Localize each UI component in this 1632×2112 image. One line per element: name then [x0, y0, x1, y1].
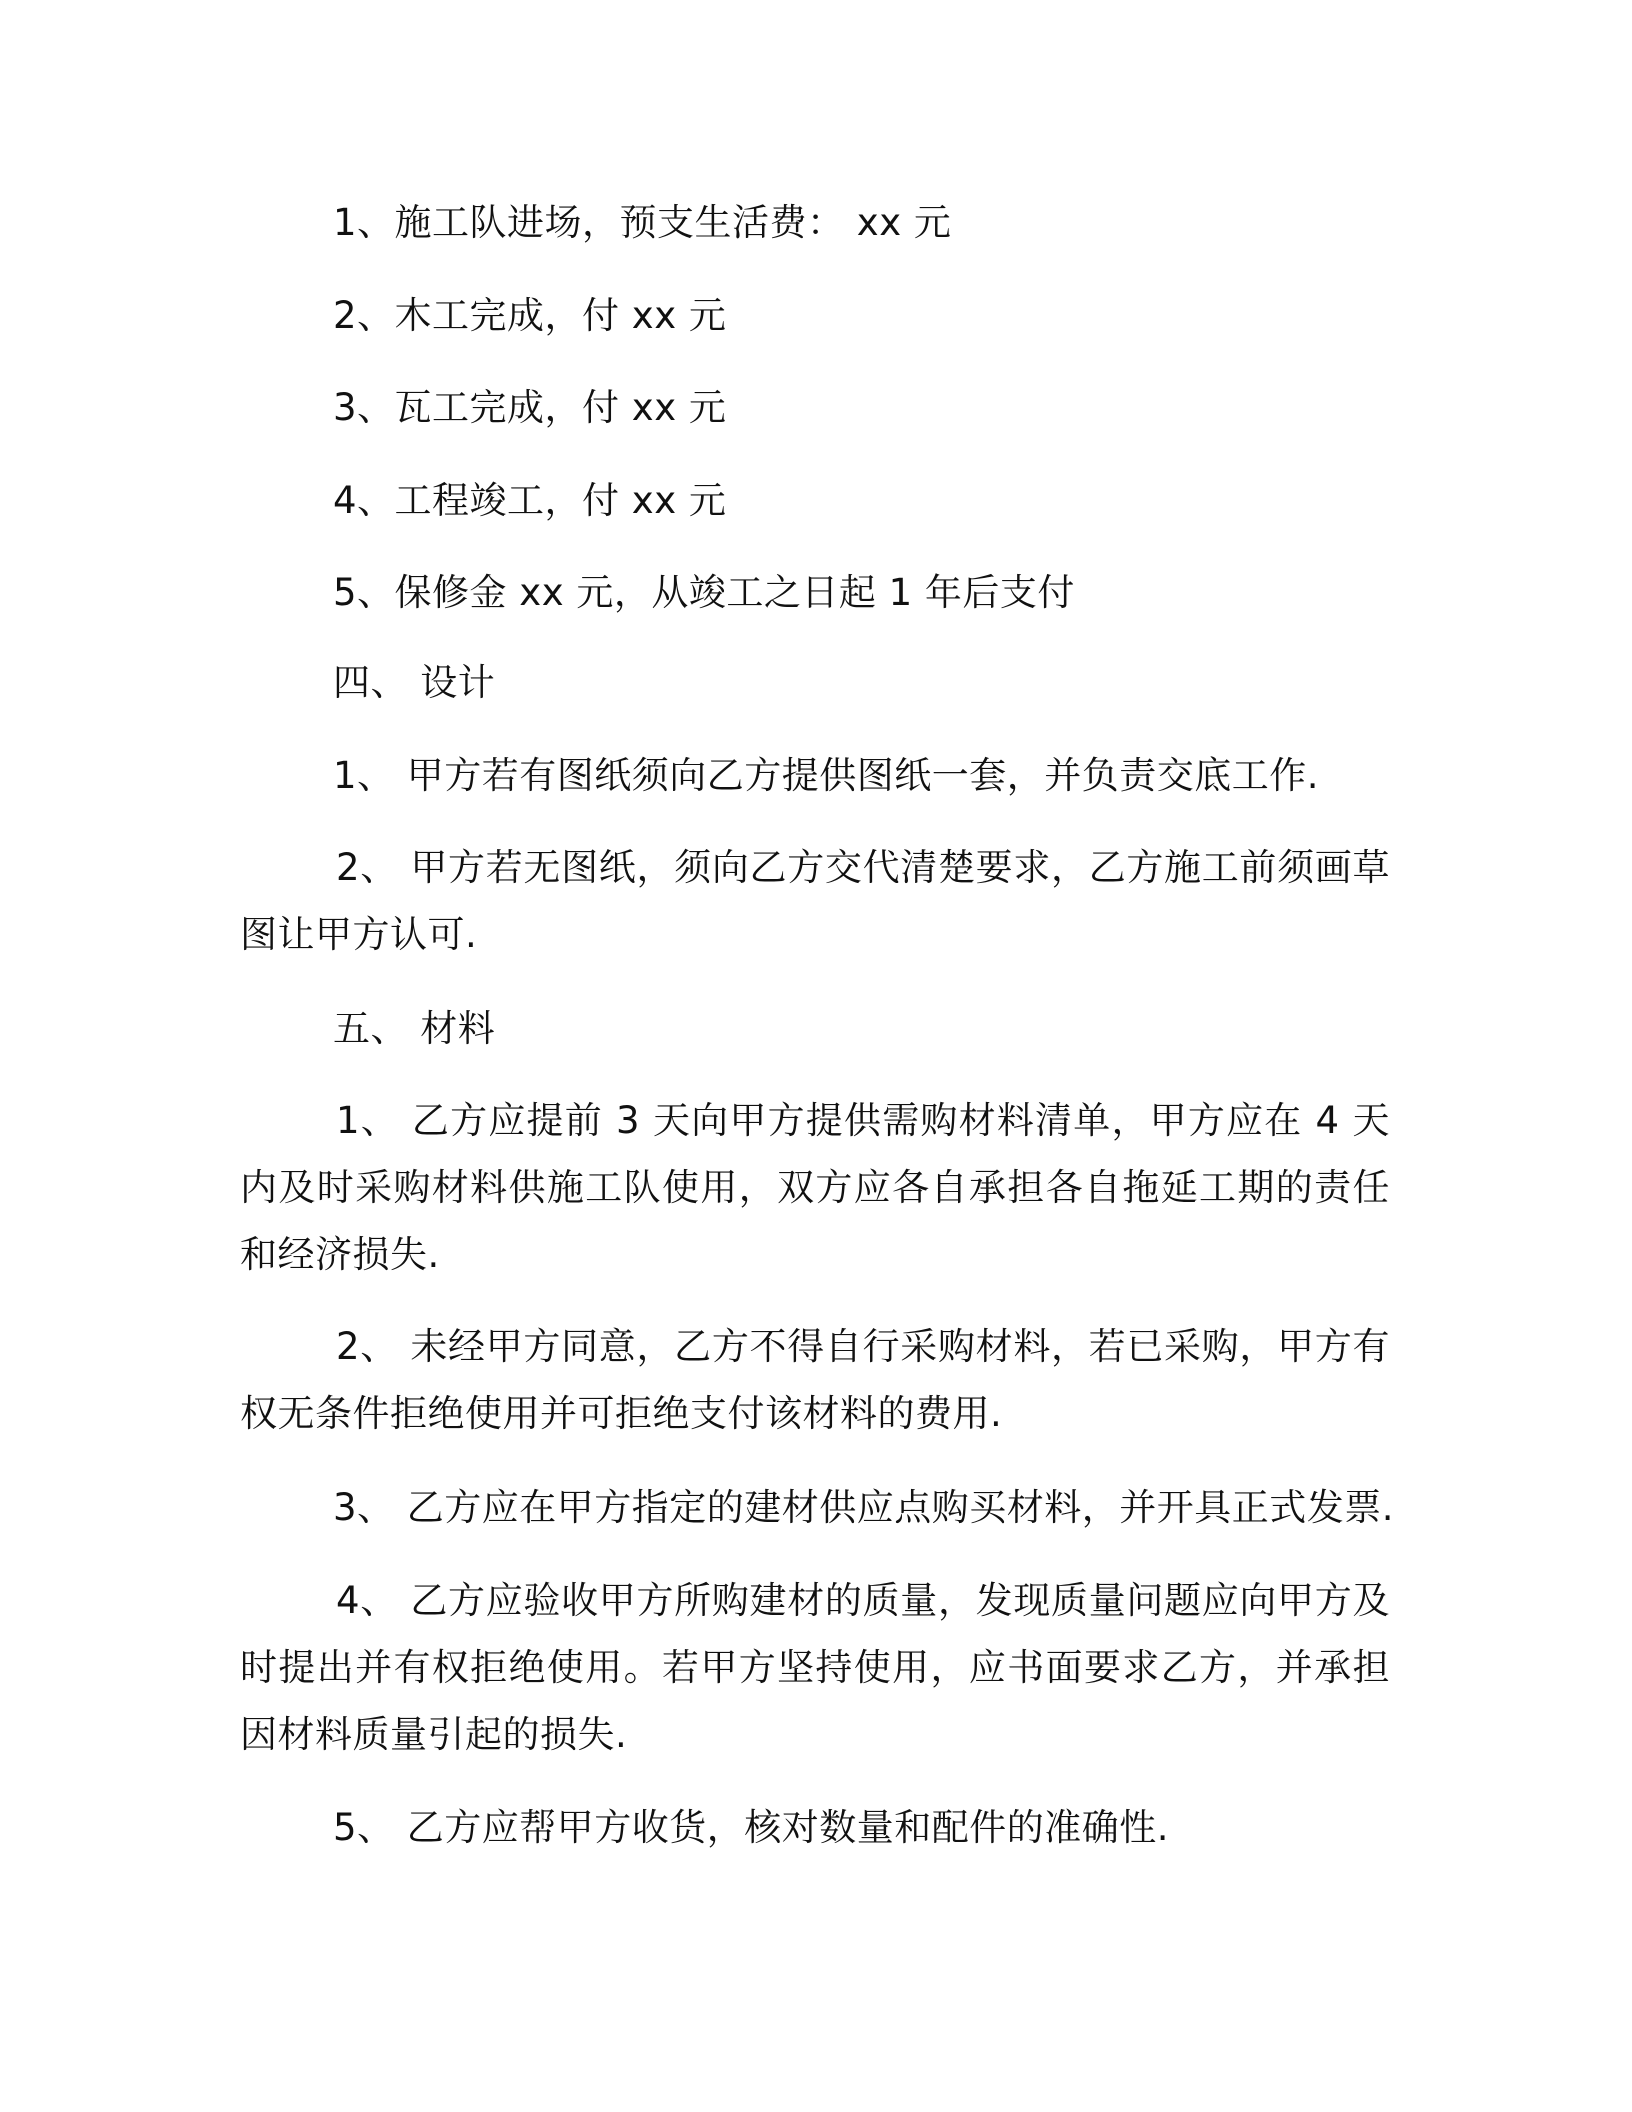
section-5-heading: 五、 材料 — [333, 1007, 496, 1050]
payment-item-3: 3、瓦工完成，付 xx 元 — [333, 386, 727, 429]
section-4-item-1: 1、 甲方若有图纸须向乙方提供图纸一套，并负责交底工作. — [333, 754, 1320, 797]
section-5-item-2: 2、 未经甲方同意，乙方不得自行采购材料，若已采购，甲方有权无条件拒绝使用并可拒绝支付该材料的费用. — [240, 1325, 1390, 1435]
section-5-item-4: 4、 乙方应验收甲方所购建材的质量，发现质量问题应向甲方及时提出并有权拒绝使用。若甲方坚持使用，应书面要求乙方，并承担因材料质量引起的损失. — [240, 1579, 1390, 1756]
section-5-item-3: 3、 乙方应在甲方指定的建材供应点购买材料，并开具正式发票. — [333, 1486, 1395, 1529]
section-5-item-1: 1、 乙方应提前 3 天向甲方提供需购材料清单，甲方应在 4 天内及时采购材料供施工队使用，双方应各自承担各自拖延工期的责任和经济损失. — [240, 1099, 1390, 1276]
payment-item-1: 1、施工队进场，预支生活费： xx 元 — [333, 201, 952, 244]
payment-item-2: 2、木工完成，付 xx 元 — [333, 294, 727, 337]
payment-item-4: 4、工程竣工，付 xx 元 — [333, 479, 727, 522]
section-4-heading: 四、 设计 — [333, 661, 496, 704]
section-4-item-2: 2、 甲方若无图纸，须向乙方交代清楚要求，乙方施工前须画草图让甲方认可. — [240, 846, 1390, 956]
section-5-item-5: 5、 乙方应帮甲方收货，核对数量和配件的准确性. — [333, 1806, 1170, 1849]
payment-item-5: 5、保修金 xx 元，从竣工之日起 1 年后支付 — [333, 571, 1075, 614]
